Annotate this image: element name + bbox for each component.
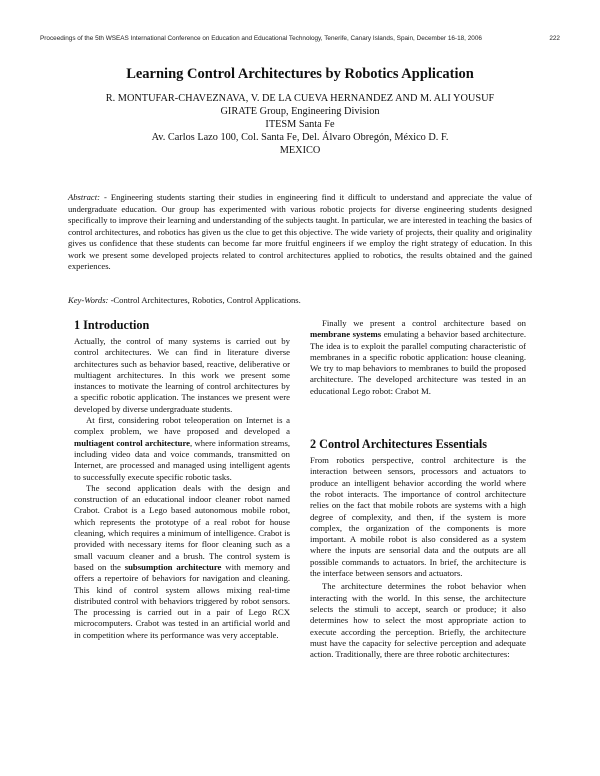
keywords-text: -Control Architectures, Robotics, Control Applications. xyxy=(108,295,301,305)
right-column xyxy=(310,318,526,660)
left-column xyxy=(74,318,290,641)
author-names: R. MONTUFAR-CHAVEZNAVA, V. DE LA CUEVA HERNANDEZ AND M. ALI YOUSUF xyxy=(105,93,495,104)
abstract-text: - Engineering students starting their studies in engineering find it difficult to understand and appreciate the value of undergraduate education. Our group has experimented with various robotic projects for diverse engineering students designed specifically to improve their learning and understanding of the subjects taught. In particular, we are interested in teaching the basics of control architectures, and robotics has given us the clue to get this objective. The wide variety of projects, their quality and originality gives us confidence that these students can become far more fruitful engineers if we employ the right strategy of education. In this work we present some developed projects related to control architectures applied to robotics, the results obtained and the gained experiences. xyxy=(68,192,532,271)
section-1-heading: 1 Introduction xyxy=(74,318,150,332)
abstract-label: Abstract: xyxy=(68,192,100,202)
section-2-heading: 2 Control Architectures Essentials xyxy=(310,437,488,452)
page-number: 222 xyxy=(549,35,560,42)
author-group: GIRATE Group, Engineering Division xyxy=(220,106,380,117)
author-country: MEXICO xyxy=(279,145,321,156)
keywords xyxy=(68,295,532,305)
abstract xyxy=(68,192,532,273)
essentials-paragraph-1: From robotics perspective, control architecture is the interaction between sensors, processors and actuators to produce an intelligent behavior according the world where the robot interacts. The importance of control architecture relies on the fact that mobile robots are systems with a high degree of complexity, and then, if the system is more complex, the organization of the components is more important. A mobile robot is also considered as a system where the inputs are sensorial data and the outputs are all possible commands to actuators. In brief, the architecture is the interface between sensors and actuators. xyxy=(310,455,526,579)
author-institution: ITESM Santa Fe xyxy=(265,119,335,130)
paper-title: Learning Control Architectures by Robotics Application xyxy=(126,66,474,82)
keyword-multiagent: multiagent control architecture xyxy=(74,437,191,448)
intro-paragraph-3: The second application deals with the design and construction of an educational indoor cleaner robot named Crabot. Crabot is a Lego based autonomous mobile robot, which represents the prototype of a real robot for house cleaning, which requires a minimum of intelligence. Crabot is provided with necessary items for floor cleaning such as a small vacuum cleaner and a brush. The control system is based on the subsumption architecture with memory and offers a repertoire of behaviors for navigation and cleaning. This kind of control system allows mixing real-time distributed control with behaviors triggered by robot sensors. The processing is carried out in a pair of Lego RCX microcomputers. Crabot was tested in an artificial world and in competition where its performance was very acceptable. xyxy=(74,482,290,640)
author-block xyxy=(0,92,600,157)
intro-paragraph-4: Finally we present a control architecture based on membrane systems emulating a behavior based architecture. The idea is to exploit the parallel computing characteristic of membranes in a specific robotic application: house cleaning. We try to map behaviors to membranes to build the proposed architecture. The developed architecture was tested in an educational Lego robot: Crabot M. xyxy=(310,318,526,396)
essentials-paragraph-2: The architecture determines the robot behavior when interacting with the world. In this sense, the architecture selects the stimuli to accept, search or produce; it also determines how to select the most appropriate action to execute according the perception. Briefly, the architecture must have the capacity for selective perception and adequate action. Traditionally, there are three robotic architectures: xyxy=(310,581,526,660)
keyword-membrane: membrane systems xyxy=(310,329,382,340)
running-head-text: Proceedings of the 5th WSEAS International Conference on Education and Educational Technology, Tenerife, Canary Islands, Spain, December 16-18, 2006 xyxy=(40,35,482,42)
keywords-label: Key-Words: xyxy=(68,295,109,305)
author-address: Av. Carlos Lazo 100, Col. Santa Fe, Del. Álvaro Obregón, México D. F. xyxy=(151,132,449,143)
running-head xyxy=(40,35,560,42)
keyword-subsumption: subsumption architecture xyxy=(124,561,222,572)
intro-paragraph-1: Actually, the control of many systems is carried out by control architectures. We can find in literature diverse architectures such as behavior based, reactive, deliberative or multiagent architectures. In this work we present some instances to motivate the learning of control architectures by a specific robotic application. The instances we present were developed by diverse undergraduate students. xyxy=(74,336,290,414)
intro-paragraph-2: At first, considering robot teleoperation on Internet is a complex problem, we have proposed and developed a multiagent control architecture, where information streams, including video data and voice commands, transmitted on Internet, are processed and managed using intelligent agents to successfully execute specific robotic tasks. xyxy=(74,415,290,482)
